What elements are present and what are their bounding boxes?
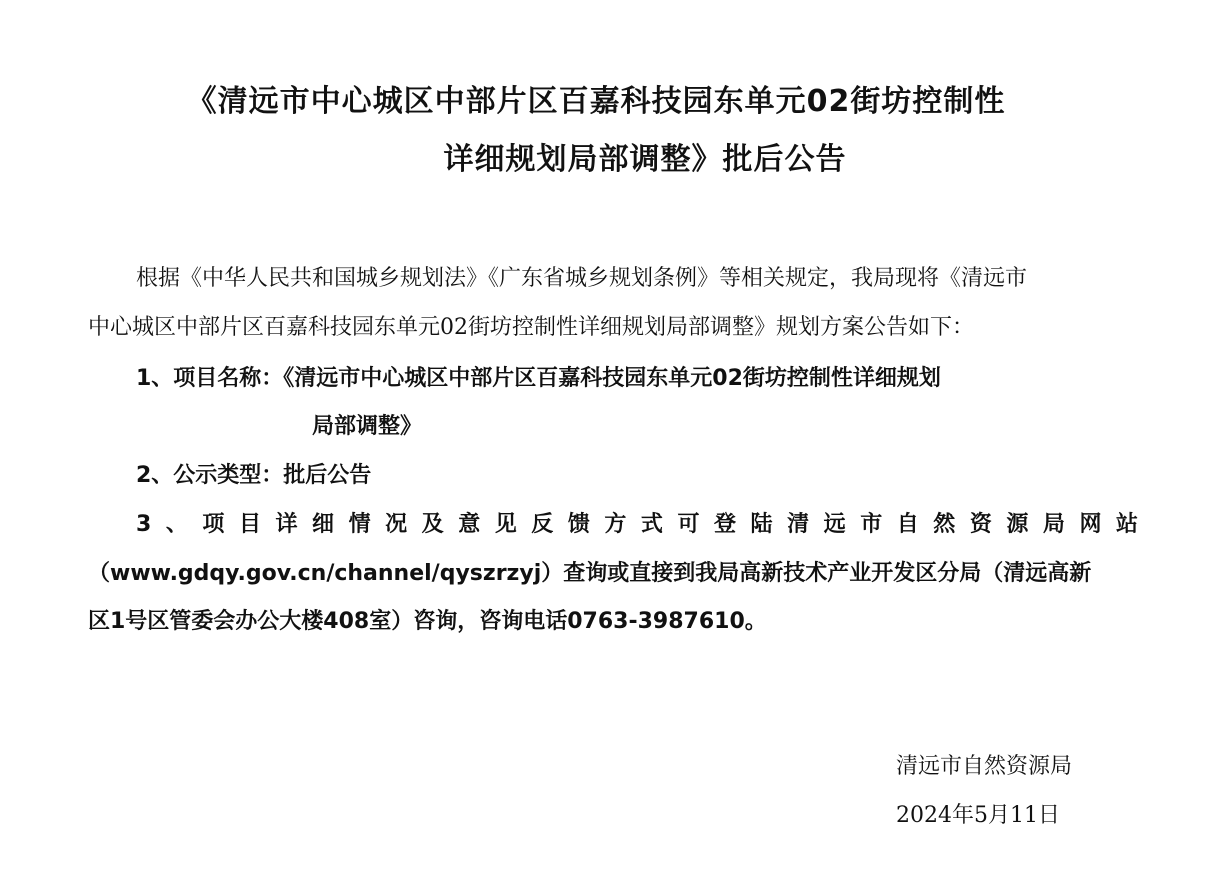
intro-paragraph-line-1: 根据《中华人民共和国城乡规划法》《广东省城乡规划条例》等相关规定，我局现将《清远市 [136,266,1028,291]
item-2-notice-type: 2、公示类型：批后公告 [136,463,372,488]
signature-organization: 清远市自然资源局 [896,754,1073,779]
item-3-details-line-1: 3、项目详细情况及意见反馈方式可登陆清远市自然资源局网站 [136,512,1138,537]
notice-title-line-2: 详细规划局部调整》批后公告 [443,142,847,177]
notice-title-line-1: 《清远市中心城区中部片区百嘉科技园东单元02街坊控制性 [186,84,1006,119]
intro-paragraph-line-2: 中心城区中部片区百嘉科技园东单元02街坊控制性详细规划局部调整》规划方案公告如下： [88,315,974,340]
signature-date: 2024年5月11日 [896,803,1060,828]
item-3-details-line-3: 区1号区管委会办公大楼408室）咨询，咨询电话0763-3987610。 [88,609,767,634]
item-3-details-line-2: （www.gdqy.gov.cn/channel/qyszrzyj）查询或直接到我局高新技术产业开发区分局（清远高新 [88,561,1092,586]
item-1-project-name: 1、项目名称：《清远市中心城区中部片区百嘉科技园东单元02街坊控制性详细规划 [136,366,941,391]
item-1-project-name-continued: 局部调整》 [312,414,423,439]
